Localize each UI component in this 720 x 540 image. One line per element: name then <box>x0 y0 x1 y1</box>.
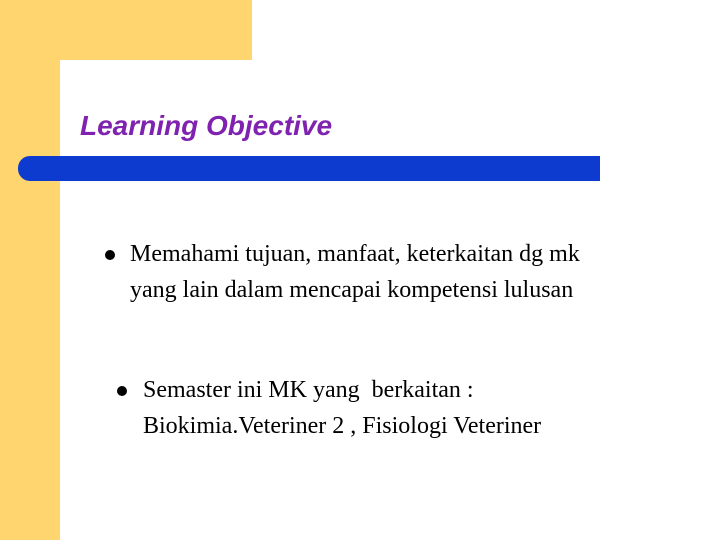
slide-title: Learning Objective <box>80 110 333 141</box>
bullet-line: Semaster ini MK yang berkaitan : <box>143 377 474 403</box>
bullet-text <box>130 236 580 308</box>
decorative-left-band <box>0 0 60 540</box>
title-underline-bar <box>18 156 600 181</box>
bullet-line: Biokimia.Veteriner 2 , Fisiologi Veteriner <box>143 413 542 439</box>
bullet-dot-icon <box>105 250 115 260</box>
bullet-line: yang lain dalam mencapai kompetensi lulusan <box>130 277 574 303</box>
decorative-rounded-corner <box>60 60 104 104</box>
bullet-dot-icon <box>117 386 127 396</box>
bullet-line: Memahami tujuan, manfaat, keterkaitan dg mk <box>130 241 580 267</box>
bullet-text <box>143 372 541 444</box>
